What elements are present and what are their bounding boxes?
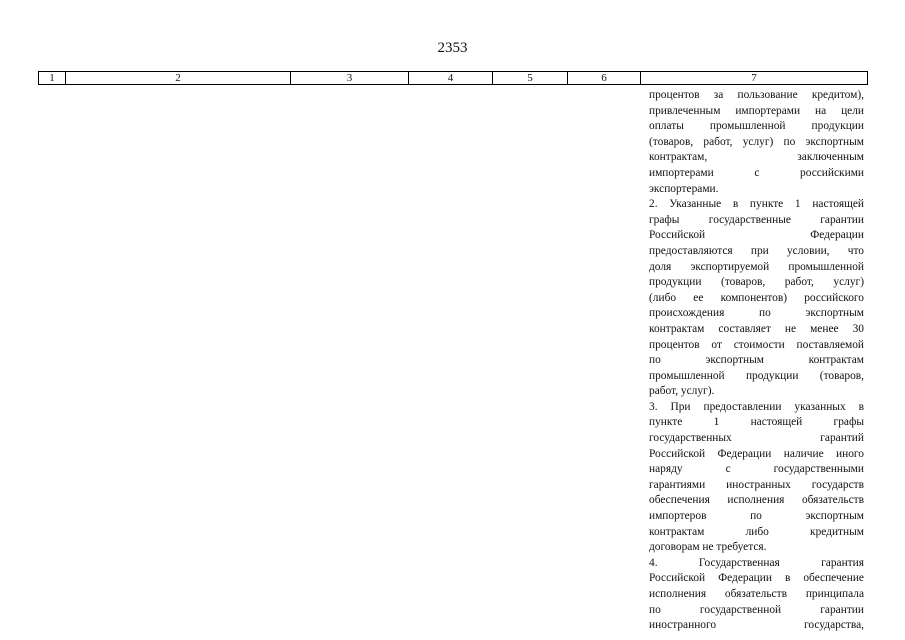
table-header-row xyxy=(38,71,868,85)
column-header-3: 3 xyxy=(291,72,409,84)
text-line: графы государственные гарантии xyxy=(649,213,864,226)
text-line: контрактам, заключенным xyxy=(649,151,864,164)
text-line: доля экспортируемой промышленной xyxy=(649,260,864,273)
column-header-1: 1 xyxy=(39,72,66,84)
page-number: 2353 xyxy=(437,40,468,56)
column-header-4: 4 xyxy=(409,72,493,84)
text-line: промышленной продукции (товаров, xyxy=(649,369,864,382)
text-line: 3. При предоставлении указанных в xyxy=(649,400,864,413)
text-line: наряду с государственными xyxy=(649,463,864,476)
text-line: 4. Государственная гарантия xyxy=(649,556,864,569)
text-line: контрактам составляет не менее 30 xyxy=(649,322,864,335)
column-header-5: 5 xyxy=(493,72,568,84)
text-line: привлеченным импортерами на цели xyxy=(649,104,864,117)
text-line: по экспортным контрактам xyxy=(649,354,864,367)
text-line: импортеров по экспортным xyxy=(649,510,864,523)
text-line: процентов за пользование кредитом), xyxy=(649,89,864,101)
text-line: происхождения по экспортным xyxy=(649,307,864,320)
text-line: договорам не требуется. xyxy=(649,541,767,554)
text-line: (либо ее компонентов) российского xyxy=(649,291,864,304)
text-line: импортерами с российскими xyxy=(649,166,864,179)
text-line: продукции (товаров, работ, услуг) xyxy=(649,276,864,289)
text-line: обеспечения исполнения обязательств xyxy=(649,494,864,507)
text-line: Российской Федерации xyxy=(649,229,864,242)
text-line: контрактам либо кредитным xyxy=(649,525,864,538)
column-header-2: 2 xyxy=(66,72,291,84)
column-header-6: 6 xyxy=(568,72,641,84)
text-line: по государственной гарантии xyxy=(649,603,864,616)
text-line: 2. Указанные в пункте 1 настоящей xyxy=(649,198,864,211)
text-line: гарантиями иностранных государств xyxy=(649,478,864,491)
text-line: иностранного государства, xyxy=(649,619,864,632)
text-line: Российской Федерации в обеспечение xyxy=(649,572,864,585)
column-7-text xyxy=(649,88,864,634)
text-line: оплаты промышленной продукции xyxy=(649,120,864,133)
text-line: предоставляются при условии, что xyxy=(649,244,864,257)
column-header-7: 7 xyxy=(751,72,757,84)
text-line: (товаров, работ, услуг) по экспортным xyxy=(649,135,864,148)
text-line: процентов от стоимости поставляемой xyxy=(649,338,864,351)
text-line: экспортерами. xyxy=(649,182,719,195)
text-line: работ, услуг). xyxy=(649,385,715,398)
text-line: пункте 1 настоящей графы xyxy=(649,416,864,429)
text-line: Российской Федерации наличие иного xyxy=(649,447,864,460)
text-line: исполнения обязательств принципала xyxy=(649,588,864,600)
text-line: государственных гарантий xyxy=(649,432,864,445)
